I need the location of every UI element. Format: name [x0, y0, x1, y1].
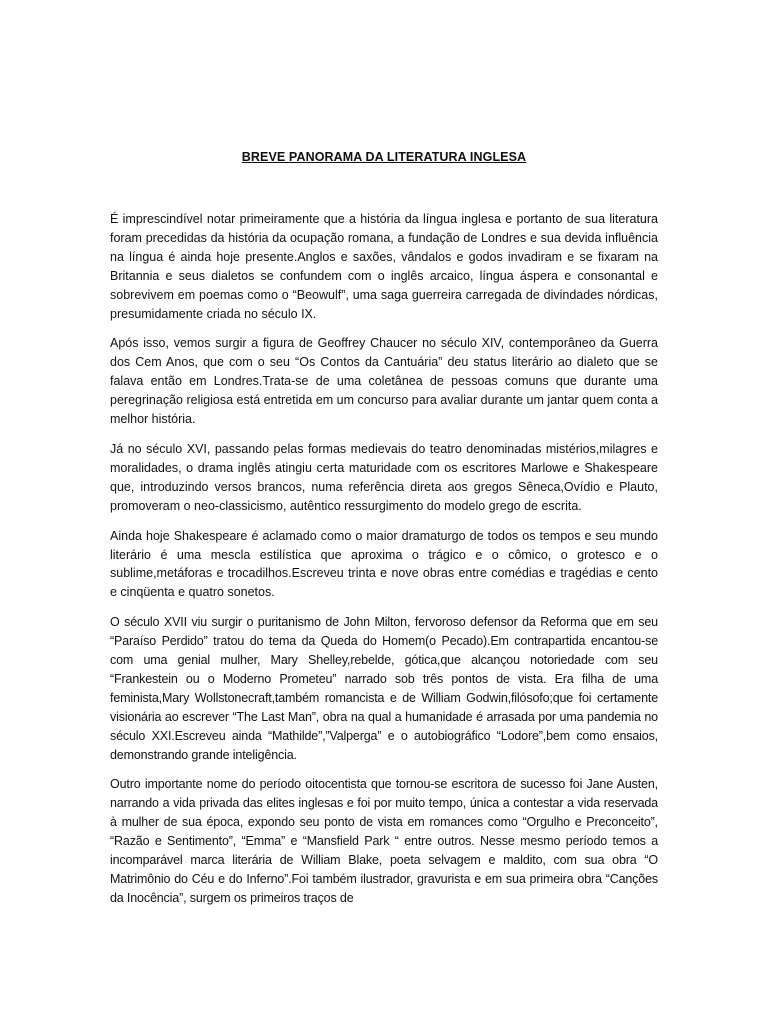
document-title: BREVE PANORAMA DA LITERATURA INGLESA	[241, 150, 527, 164]
document-page	[110, 150, 658, 919]
paragraph-shakespeare: Ainda hoje Shakespeare é aclamado como o maior dramaturgo de todos os tempos e seu mundo literário é uma mescla estilística que aproxima o trágico e o cômico, o grotesco e o sublime,metáforas e trocadilhos.Escreveu trinta e nove obras entre comédias e tragédias e cento e cinqüenta e quatro sonetos.	[110, 528, 658, 600]
paragraph-seventeenth-century: O século XVII viu surgir o puritanismo de John Milton, fervoroso defensor da Reforma que em seu “Paraíso Perdido” tratou do tema da Queda do Homem(o Pecado).Em contrapartida encantou-se com uma genial mulher, Mary Shelley,rebelde, gótica,que alcançou notoriedade com seu “Frankestein ou o Moderno Prometeu” narrado sob três pontos de vista. Era filha de uma feminista,Mary Wollstonecraft,também romancista e de William Godwin,filósofo;que foi certamente visionária ao escrever “The Last Man”, obra na qual a humanidade é arrasada por uma pandemia no século XXI.Escreveu ainda “Mathilde”,”Valperga” e o autobiográfico “Lodore”,bem como ensaios, demonstrando grande inteligência.	[110, 615, 658, 762]
paragraph-intro: É imprescindível notar primeiramente que a história da língua inglesa e portanto de sua literatura foram precedidas da história da ocupação romana, a fundação de Londres e sua devida influência na língua é ainda hoje presente.Anglos e saxões, vândalos e godos invadiram e se fixaram na Britannia e seus dialetos se confundem com o inglês arcaico, língua áspera e consonantal e sobrevivem em poemas como o “Beowulf”, uma saga guerreira carregada de divindades nórdicas, presumidamente criada no século IX.	[110, 212, 658, 321]
paragraph-nineteenth-century: Outro importante nome do período oitocentista que tornou-se escritora de sucesso foi Jane Austen, narrando a vida privada das elites inglesas e foi por muito tempo, única a contestar a vida reservada à mulher de sua época, expondo seu ponto de vista em romances como “Orgulho e Preconceito”, “Razão e Sentimento”, “Emma” e “Mansfield Park “ entre outros. Nesse mesmo período temos a incomparável marca literária de William Blake, poeta selvagem e maldito, com sua obra “O Matrimônio do Céu e do Inferno”.Foi também ilustrador, gravurista e em sua primeira obra “Canções da Inocência”, surgem os primeiros traços de	[110, 777, 658, 905]
paragraph-sixteenth-century: Já no século XVI, passando pelas formas medievais do teatro denominadas mistérios,milagres e moralidades, o drama inglês atingiu certa maturidade com os escritores Marlowe e Shakespeare que, introduzindo versos brancos, numa referência direta aos gregos Sêneca,Ovídio e Plauto, promoveram o neo-classicismo, autêntico ressurgimento do modelo grego de escrita.	[110, 441, 658, 513]
paragraph-chaucer: Após isso, vemos surgir a figura de Geoffrey Chaucer no século XIV, contemporâneo da Guerra dos Cem Anos, que com o seu “Os Contos da Cantuária” deu status literário ao dialeto que se falava então em Londres.Trata-se de uma coletânea de pessoas comuns que durante uma peregrinação religiosa está entretida em um concurso para avaliar durante um jantar quem conta a melhor história.	[110, 336, 658, 427]
